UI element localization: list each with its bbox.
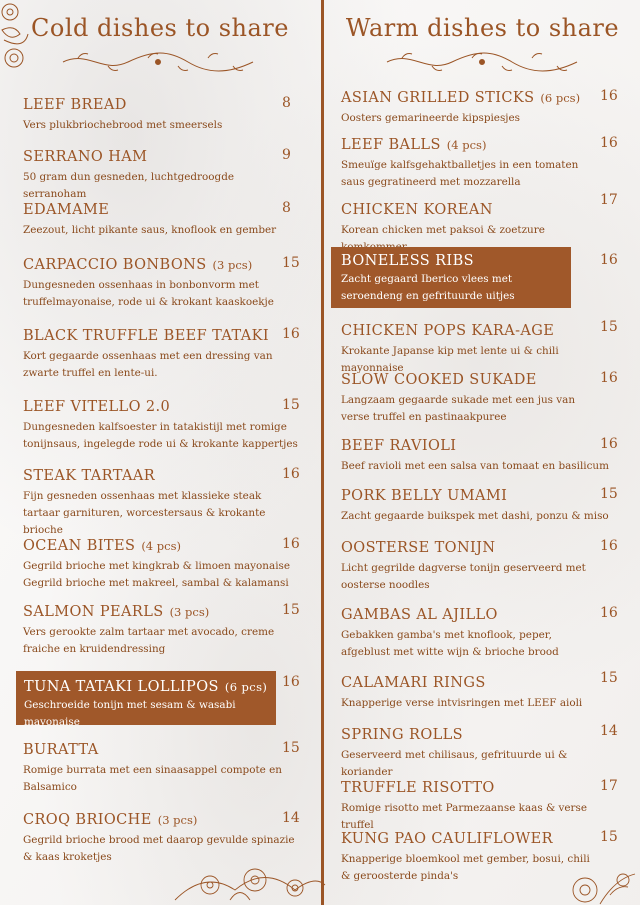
item-name: BLACK TRUFFLE BEEF TATAKI	[23, 328, 270, 344]
item-price: 15	[600, 829, 618, 845]
item-name: BURATTA	[23, 742, 99, 758]
item-price: 16	[600, 605, 618, 621]
item-price: 16	[600, 252, 618, 268]
item-description: Romige burrata met een sinaasappel compote en Balsamico	[23, 764, 282, 793]
vine-ornament-icon	[382, 50, 582, 74]
item-price: 15	[600, 486, 618, 502]
item-description: Romige risotto met Parmezaanse kaas & verse truffel	[341, 802, 587, 831]
item-price: 16	[282, 466, 300, 482]
item-quantity: (4 pcs)	[446, 138, 487, 152]
item-price: 15	[282, 397, 300, 413]
item-price: 16	[600, 135, 618, 151]
item-name: OOSTERSE TONIJN	[341, 540, 496, 556]
item-description: Geschroeide tonijn met sesam & wasabi mayonaise	[24, 699, 236, 728]
item-name: SERRANO HAM	[23, 149, 148, 165]
item-price: 15	[282, 740, 300, 756]
item-name: ASIAN GRILLED STICKS (6 pcs)	[341, 90, 581, 106]
item-description: Dungesneden ossenhaas in bonbonvorm met truffelmayonaise, rode ui & krokant kaaskoekje	[23, 279, 274, 308]
item-description: 50 gram dun gesneden, luchtgedroogde serranoham	[23, 171, 234, 200]
item-price: 15	[600, 670, 618, 686]
item-description: Fijn gesneden ossenhaas met klassieke steak tartaar garnituren, worcestersaus & krokante brioche	[23, 490, 266, 536]
item-name: CARPACCIO BONBONS (3 pcs)	[23, 257, 253, 273]
item-name: CROQ BRIOCHE (3 pcs)	[23, 812, 198, 828]
item-description: Krokante Japanse kip met lente ui & chili mayonnaise	[341, 345, 559, 374]
item-description: Gebakken gamba's met knoflook, peper, afgeblust met witte wijn & brioche brood	[341, 629, 559, 658]
item-description: Vers gerookte zalm tartaar met avocado, creme fraiche en kruidendressing	[23, 626, 275, 655]
item-price: 17	[600, 778, 618, 794]
item-price: 17	[600, 192, 618, 208]
item-price: 8	[282, 200, 291, 216]
item-description: Zacht gegaard Iberico vlees met seroendeng en gefrituurde uitjes	[341, 273, 515, 302]
item-quantity: (6 pcs)	[224, 680, 268, 694]
item-name: SLOW COOKED SUKADE	[341, 372, 537, 388]
item-name: CALAMARI RINGS	[341, 675, 486, 691]
item-name: LEEF BALLS (4 pcs)	[341, 137, 487, 153]
item-description: Gegrild brioche met kingkrab & limoen mayonaise Gegrild brioche met makreel, sambal & kalamansi	[23, 560, 291, 589]
item-name: STEAK TARTAAR	[23, 468, 156, 484]
item-price: 15	[282, 255, 300, 271]
vine-ornament-icon	[58, 50, 258, 74]
item-price: 16	[600, 88, 618, 104]
column-divider	[321, 0, 324, 905]
item-name: LEEF BREAD	[23, 97, 127, 113]
item-price: 9	[282, 147, 291, 163]
item-name: TRUFFLE RISOTTO	[341, 780, 495, 796]
warm-dishes-title: Warm dishes to share	[345, 14, 620, 42]
item-price: 8	[282, 95, 291, 111]
item-name: SPRING ROLLS	[341, 727, 464, 743]
item-quantity: (6 pcs)	[540, 91, 581, 105]
item-name: BONELESS RIBS	[341, 253, 474, 269]
item-description: Gegrild brioche brood met daarop gevulde spinazie & kaas kroketjes	[23, 834, 295, 863]
cold-dishes-title: Cold dishes to share	[31, 14, 289, 42]
item-name: SALMON PEARLS (3 pcs)	[23, 604, 210, 620]
item-description: Zeezout, licht pikante saus, knoflook en gember	[23, 224, 277, 236]
item-description: Geserveerd met chilisaus, gefrituurde ui & koriander	[341, 749, 568, 778]
item-name: CHICKEN KOREAN	[341, 202, 493, 218]
item-name: KUNG PAO CAULIFLOWER	[341, 831, 553, 847]
item-name: PORK BELLY UMAMI	[341, 488, 508, 504]
item-price: 16	[282, 326, 300, 342]
item-description: Beef ravioli met een salsa van tomaat en basilicum	[341, 460, 609, 472]
item-name: LEEF VITELLO 2.0	[23, 399, 171, 415]
item-price: 14	[282, 810, 300, 826]
item-description: Smeuïge kalfsgehaktballetjes in een tomaten saus gegratineerd met mozzarella	[341, 159, 579, 188]
item-name: GAMBAS AL AJILLO	[341, 607, 498, 623]
item-description: Langzaam gegaarde sukade met een jus van verse truffel en pastinaakpuree	[341, 394, 576, 423]
item-description: Oosters gemarineerde kipspiesjes	[341, 112, 520, 124]
item-price: 15	[282, 602, 300, 618]
item-price: 16	[600, 436, 618, 452]
highlighted-menu-item	[331, 247, 571, 308]
item-price: 16	[282, 674, 300, 690]
item-name: TUNA TATAKI LOLLIPOS (6 pcs)	[24, 679, 268, 695]
highlighted-menu-item	[16, 671, 276, 728]
item-description: Licht gegrilde dagverse tonijn geserveerd met oosterse noodles	[341, 562, 586, 591]
item-quantity: (3 pcs)	[169, 605, 210, 619]
item-price: 14	[600, 723, 618, 739]
item-price: 15	[600, 319, 618, 335]
item-price: 16	[600, 370, 618, 386]
item-description: Kort gegaarde ossenhaas met een dressing van zwarte truffel en lente-ui.	[23, 350, 273, 379]
item-quantity: (3 pcs)	[157, 813, 198, 827]
flower-ornament-icon	[170, 860, 330, 905]
item-price: 16	[600, 538, 618, 554]
item-description: Knapperige bloemkool met gember, bosui, chili & geroosterde pinda's	[341, 853, 590, 882]
item-quantity: (4 pcs)	[141, 539, 181, 553]
item-description: Zacht gegaarde buikspek met dashi, ponzu & miso	[341, 510, 609, 522]
item-description: Knapperige verse intvisringen met LEEF aioli	[341, 697, 583, 709]
item-name: CHICKEN POPS KARA-AGE	[341, 323, 555, 339]
item-description: Vers plukbriochebrood met smeersels	[23, 119, 223, 131]
item-name: OCEAN BITES (4 pcs)	[23, 538, 181, 554]
item-quantity: (3 pcs)	[212, 258, 253, 272]
item-description: Dungesneden kalfsoester in tatakistijl met romige tonijnsaus, ingelegde rode ui & krokante kappertjes	[23, 421, 298, 450]
item-price: 16	[282, 536, 300, 552]
item-name: BEEF RAVIOLI	[341, 438, 457, 454]
item-description: Korean chicken met paksoi & zoetzure	[341, 224, 545, 236]
item-name: EDAMAME	[23, 202, 110, 218]
